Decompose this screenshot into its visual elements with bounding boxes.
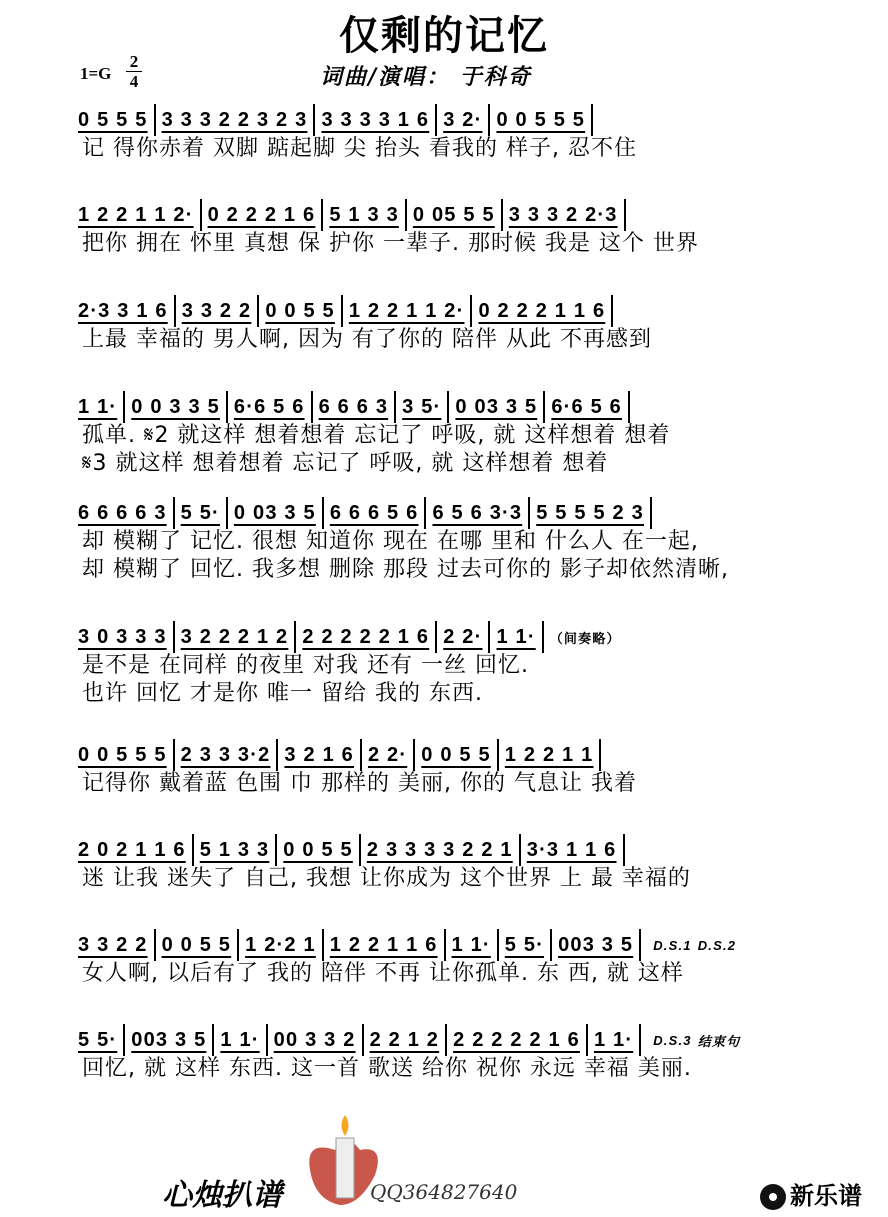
measure: 1 2 2 1 1 6 xyxy=(329,933,438,956)
measure: 1 1· xyxy=(451,933,491,956)
barline xyxy=(639,929,641,961)
measure: 3 3 2 2 xyxy=(78,933,148,956)
barline xyxy=(519,834,521,866)
barline xyxy=(174,295,176,327)
measure: 1 2 2 1 1 2· xyxy=(348,299,465,322)
brand-name: 新乐谱 xyxy=(790,1182,862,1210)
barline xyxy=(470,295,472,327)
barline xyxy=(173,739,175,771)
notes-line xyxy=(78,296,818,326)
notes-line xyxy=(78,835,818,865)
barline xyxy=(543,391,545,423)
barline xyxy=(488,621,490,653)
lyric-line: 孤单. 𝄋2 就这样 想着想着 忘记了 呼吸, 就 这样想着 想着 xyxy=(82,423,671,448)
interlude-note: （间奏略） xyxy=(549,630,621,646)
staff-row xyxy=(78,392,818,478)
barline xyxy=(360,739,362,771)
transcriber-signature: 心烛扒谱 xyxy=(162,1178,282,1213)
measure: 0 0 5 5 xyxy=(283,838,353,861)
repeat-mark: D.S.1 xyxy=(653,937,692,953)
measure: 5 5 5 5 2 3 xyxy=(536,501,644,524)
barline xyxy=(322,497,324,529)
staff-row xyxy=(78,200,818,258)
lyric-line: 把你 拥在 怀里 真想 保 护你 一辈子. 那时候 我是 这个 世界 xyxy=(82,231,699,256)
measure: 1 1· xyxy=(220,1028,260,1051)
time-top: 2 xyxy=(129,52,139,71)
measure: 5 5· xyxy=(504,933,545,956)
staff-row xyxy=(78,105,818,163)
measure: 0 05 5 5 xyxy=(412,203,495,226)
barline xyxy=(173,497,175,529)
measure: 00 3 3 2 xyxy=(273,1028,356,1051)
barline xyxy=(497,739,499,771)
measure: 0 5 5 5 xyxy=(78,108,148,131)
measure: 2 3 3 3 3 2 2 1 xyxy=(366,838,513,861)
measure: 2 2· xyxy=(367,743,408,766)
barline xyxy=(435,104,437,136)
notes-line xyxy=(78,498,818,528)
staff-row xyxy=(78,1025,818,1083)
measure: 0 0 5 5 5 xyxy=(496,108,586,131)
measure: 0 0 5 5 xyxy=(421,743,491,766)
notes-line xyxy=(78,1025,818,1055)
measure: 3 5· xyxy=(402,395,442,418)
lyric-line: 记得你 戴着蓝 色围 巾 那样的 美丽, 你的 气息让 我着 xyxy=(82,771,637,796)
staff-row xyxy=(78,930,818,988)
barline xyxy=(447,391,449,423)
measure: 2 3 3 3·2 xyxy=(180,743,271,766)
barline xyxy=(200,199,202,231)
barline xyxy=(445,1024,447,1056)
barline xyxy=(266,1024,268,1056)
measure: 3 3 3 3 1 6 xyxy=(321,108,430,131)
barline xyxy=(599,739,601,771)
notes-line xyxy=(78,105,818,135)
staff-row xyxy=(78,622,818,708)
measure: 6 6 6 6 3 xyxy=(78,501,167,524)
measure: 1 2 2 1 1 xyxy=(504,743,594,766)
barline xyxy=(586,1024,588,1056)
measure: 3 2· xyxy=(443,108,483,131)
notes-line xyxy=(78,740,818,770)
measure: 3 3 3 2 2·3 xyxy=(508,203,618,226)
repeat-mark: 结束句 xyxy=(697,1033,741,1049)
measure: 2 2· xyxy=(443,625,483,648)
barline xyxy=(542,621,544,653)
staff-row xyxy=(78,296,818,354)
barline xyxy=(257,295,259,327)
measure: 0 2 2 2 1 6 xyxy=(207,203,316,226)
measure: 1 2 2 1 1 2· xyxy=(78,203,194,226)
barline xyxy=(311,391,313,423)
lyric-line: 𝄋3 就这样 想着想着 忘记了 呼吸, 就 这样想着 想着 xyxy=(82,451,609,476)
barline xyxy=(276,739,278,771)
barline xyxy=(212,1024,214,1056)
barline xyxy=(405,199,407,231)
measure: 0 03 3 5 xyxy=(233,501,316,524)
barline xyxy=(650,497,652,529)
barline xyxy=(528,497,530,529)
barline xyxy=(359,834,361,866)
barline xyxy=(639,1024,641,1056)
song-title: 仅剩的记忆 xyxy=(339,12,549,59)
barline xyxy=(488,104,490,136)
measure: 2·3 3 1 6 xyxy=(78,299,168,322)
measure: 3 2 1 6 xyxy=(284,743,354,766)
measure: 0 0 3 3 5 xyxy=(131,395,220,418)
barline xyxy=(294,621,296,653)
barline xyxy=(154,104,156,136)
measure: 3 3 2 2 xyxy=(181,299,252,322)
measure: 6·6 5 6 xyxy=(551,395,622,418)
barline xyxy=(501,199,503,231)
measure: 1 2·2 1 xyxy=(245,933,316,956)
barline xyxy=(628,391,630,423)
measure: 1 1· xyxy=(496,625,536,648)
measure: 1 1· xyxy=(593,1028,634,1051)
lyric-line: 是不是 在同样 的夜里 对我 还有 一丝 回忆. xyxy=(82,653,529,678)
qq-number: QQ364827640 xyxy=(370,1180,518,1204)
measure: 0 0 5 5 xyxy=(161,933,232,956)
measure: 0 03 3 5 xyxy=(455,395,538,418)
barline xyxy=(424,497,426,529)
measure: 003 3 5 xyxy=(131,1028,207,1051)
barline xyxy=(362,1024,364,1056)
repeat-mark: D.S.3 xyxy=(653,1032,692,1048)
barline xyxy=(623,834,625,866)
measure: 5 1 3 3 xyxy=(199,838,270,861)
barline xyxy=(611,295,613,327)
lyric-line: 却 模糊了 记忆. 很想 知道你 现在 在哪 里和 什么人 在一起, xyxy=(82,529,699,554)
measure: 6 6 6 5 6 xyxy=(329,501,419,524)
measure: 6·6 5 6 xyxy=(233,395,305,418)
barline xyxy=(313,104,315,136)
barline xyxy=(123,391,125,423)
measure: 2 0 2 1 1 6 xyxy=(78,838,186,861)
measure: 3 0 3 3 3 xyxy=(78,625,167,648)
lyric-line: 也许 回忆 才是你 唯一 留给 我的 东西. xyxy=(82,681,483,706)
notes-line xyxy=(78,200,818,230)
barline xyxy=(624,199,626,231)
lyric-line: 回忆, 就 这样 东西. 这一首 歌送 给你 祝你 永远 幸福 美丽. xyxy=(82,1056,692,1081)
measure: 2 2 2 2 2 1 6 xyxy=(453,1028,580,1051)
barline xyxy=(154,929,156,961)
barline xyxy=(322,929,324,961)
barline xyxy=(123,1024,125,1056)
barline xyxy=(413,739,415,771)
barline xyxy=(226,497,228,529)
measure: 3 2 2 2 1 2 xyxy=(180,625,289,648)
barline xyxy=(394,391,396,423)
brand-logo xyxy=(760,1176,862,1211)
staff-row xyxy=(78,498,818,584)
lyric-line: 却 模糊了 回忆. 我多想 删除 那段 过去可你的 影子却依然清晰, xyxy=(82,557,729,582)
barline xyxy=(444,929,446,961)
key-signature: 1=G xyxy=(80,64,112,83)
time-bottom: 4 xyxy=(126,71,142,91)
staff-row xyxy=(78,740,818,798)
measure: 5 5· xyxy=(180,501,220,524)
barline xyxy=(321,199,323,231)
barline xyxy=(173,621,175,653)
notes-line xyxy=(78,930,818,960)
lyric-line: 迷 让我 迷失了 自己, 我想 让你成为 这个世界 上 最 幸福的 xyxy=(82,866,691,891)
measure: 0 0 5 5 5 xyxy=(78,743,167,766)
measure: 5 1 3 3 xyxy=(329,203,399,226)
barline xyxy=(591,104,593,136)
notes-line xyxy=(78,622,818,652)
barline xyxy=(237,929,239,961)
measure: 003 3 5 xyxy=(558,933,634,956)
lyric-line: 记 得你赤着 双脚 踮起脚 尖 抬头 看我的 样子, 忍不住 xyxy=(82,136,637,161)
barline xyxy=(341,295,343,327)
measure: 5 5· xyxy=(78,1028,118,1051)
measure: 2 2 2 2 2 1 6 xyxy=(302,625,430,648)
repeat-mark: D.S.2 xyxy=(697,937,737,953)
author-credit: 词曲/演唱： 于科奇 xyxy=(320,64,532,90)
lyric-line: 女人啊, 以后有了 我的 陪伴 不再 让你孤单. 东 西, 就 这样 xyxy=(82,961,684,986)
time-signature xyxy=(126,52,142,91)
barline xyxy=(226,391,228,423)
measure: 3 3 3 2 2 3 2 3 xyxy=(161,108,308,131)
measure: 3·3 1 1 6 xyxy=(526,838,617,861)
lyric-line: 上最 幸福的 男人啊, 因为 有了你的 陪伴 从此 不再感到 xyxy=(82,327,652,352)
barline xyxy=(550,929,552,961)
barline xyxy=(497,929,499,961)
measure: 0 0 5 5 xyxy=(265,299,335,322)
barline xyxy=(192,834,194,866)
notes-line xyxy=(78,392,818,422)
barline xyxy=(435,621,437,653)
disc-icon xyxy=(760,1184,786,1210)
measure: 2 2 1 2 xyxy=(369,1028,440,1051)
measure: 6 5 6 3·3 xyxy=(432,501,523,524)
measure: 1 1· xyxy=(78,395,118,418)
barline xyxy=(275,834,277,866)
measure: 6 6 6 3 xyxy=(318,395,389,418)
measure: 0 2 2 2 1 1 6 xyxy=(478,299,606,322)
staff-row xyxy=(78,835,818,893)
